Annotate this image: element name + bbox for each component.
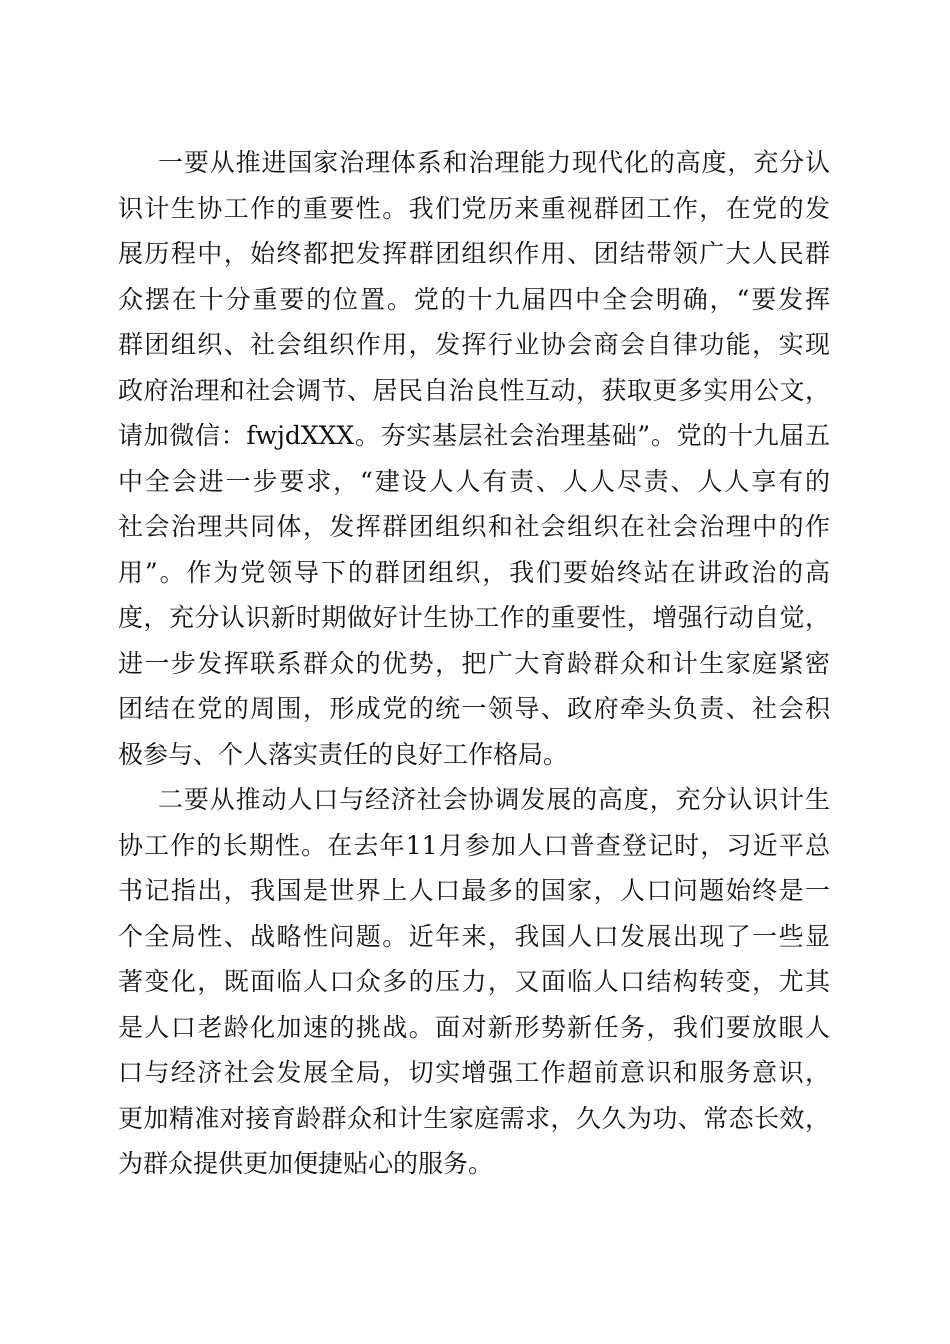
paragraph-line: 极参与、个人落实责任的良好工作格局。 [118, 739, 569, 769]
paragraph-line: 用”。作为党领导下的群团组织，我们要始终站在讲政治的高 [118, 557, 830, 587]
paragraph-line: 团结在党的周围，形成党的统一领导、政府牵头负责、社会积 [118, 694, 830, 723]
paragraph-line: 更加精准对接育龄群众和计生家庭需求，久久为功、常态长效， [118, 1103, 830, 1133]
paragraph-line: 众摆在十分重要的位置。党的十九届四中全会明确，“要发挥 [118, 284, 830, 314]
paragraph-line: 协工作的长期性。在去年11月参加人口普查登记时，习近平总 [118, 830, 830, 860]
paragraph-line: 一要从推进国家治理体系和治理能力现代化的高度，充分认 [158, 148, 830, 177]
paragraph-line: 书记指出，我国是世界上人口最多的国家，人口问题始终是一 [118, 876, 830, 905]
paragraph-line: 个全局性、战略性问题。近年来，我国人口发展出现了一些显 [118, 921, 830, 951]
paragraph-line: 度，充分认识新时期做好计生协工作的重要性，增强行动自觉， [118, 603, 830, 632]
paragraph-line: 展历程中，始终都把发挥群团组织作用、团结带领广大人民群 [118, 239, 830, 268]
paragraph-line: 二要从推动人口与经济社会协调发展的高度，充分认识计生 [158, 785, 830, 814]
paragraph-line: 社会治理共同体，发挥群团组织和社会组织在社会治理中的作 [118, 512, 830, 541]
paragraph-line: 群团组织、社会组织作用，发挥行业协会商会自律功能，实现 [118, 330, 830, 359]
paragraph-line: 中全会进一步要求，“建设人人有责、人人尽责、人人享有的 [118, 466, 830, 496]
paragraph-line: 政府治理和社会调节、居民自治良性互动，获取更多实用公文， [118, 375, 830, 405]
paragraph-line: 请加微信：fwjdXXX。夯实基层社会治理基础”。党的十九届五 [118, 421, 830, 450]
paragraph-line: 著变化，既面临人口众多的压力，又面临人口结构转变，尤其 [118, 967, 830, 996]
paragraph-line: 进一步发挥联系群众的优势，把广大育龄群众和计生家庭紧密 [118, 648, 830, 678]
paragraph-line: 口与经济社会发展全局，切实增强工作超前意识和服务意识， [118, 1058, 830, 1087]
paragraph-line: 识计生协工作的重要性。我们党历来重视群团工作，在党的发 [118, 193, 830, 223]
paragraph-line: 为群众提供更加便捷贴心的服务。 [118, 1149, 494, 1178]
paragraph-1 [118, 140, 830, 777]
document-body [118, 140, 830, 1187]
paragraph-line: 是人口老龄化加速的挑战。面对新形势新任务，我们要放眼人 [118, 1012, 830, 1042]
paragraph-2 [118, 777, 830, 1187]
